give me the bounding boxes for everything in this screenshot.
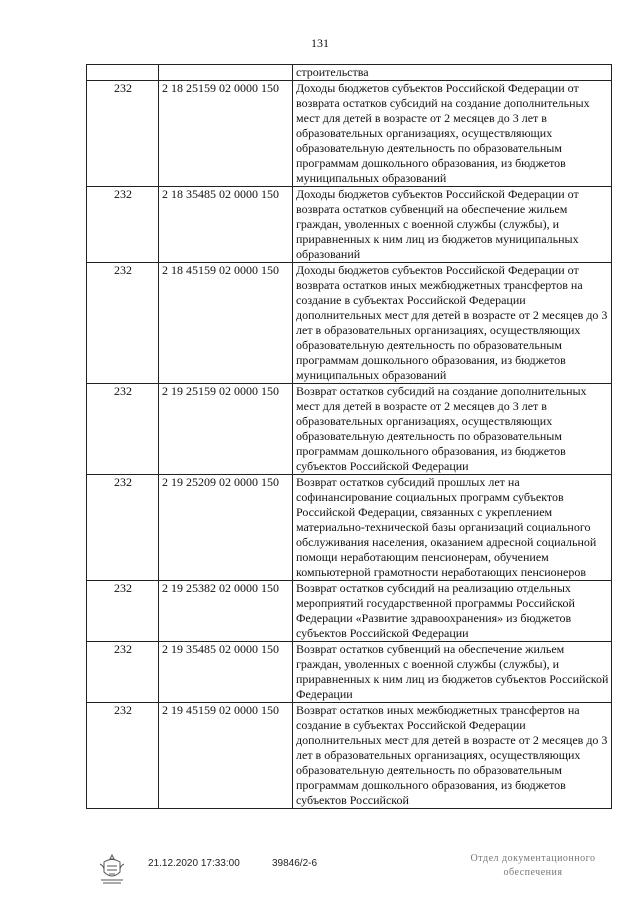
table-row [87,642,612,703]
state-emblem-icon [95,852,129,886]
description-cell: Возврат остатков субвенций на обеспечение жильем граждан, уволенных с военной службы (службы), и приравненных к ним лиц из бюджетов субъектов Российской Федерации [293,642,612,703]
description-cell: строительства [293,65,612,81]
table-row [87,581,612,642]
description-cell: Доходы бюджетов субъектов Российской Федерации от возврата остатков иных межбюджетных трансфертов на создание в субъектах Российской Федерации дополнительных мест для детей в возрасте от 2 месяцев до 3 лет в образовательных организациях, осуществляющих образовательную деятельность по образовательным программам дошкольного образования, из бюджетов муниципальных образований [293,263,612,384]
table-row [87,384,612,475]
admin-code-cell: 232 [87,81,159,187]
kbk-code-cell: 2 19 35485 02 0000 150 [159,642,293,703]
kbk-code-cell: 2 19 45159 02 0000 150 [159,703,293,809]
admin-code-cell: 232 [87,187,159,263]
department-stamp [448,852,618,880]
print-datetime: 21.12.2020 17:33:00 [148,858,240,869]
table-row [87,187,612,263]
admin-code-cell: 232 [87,642,159,703]
description-cell: Доходы бюджетов субъектов Российской Федерации от возврата остатков субвенций на обеспечение жильем граждан, уволенных с военной службы (службы), и приравненных к ним лиц из бюджетов муниципальных образований [293,187,612,263]
kbk-code-cell: 2 18 25159 02 0000 150 [159,81,293,187]
admin-code-cell: 232 [87,475,159,581]
kbk-code-cell: 2 19 25209 02 0000 150 [159,475,293,581]
kbk-code-cell: 2 19 25159 02 0000 150 [159,384,293,475]
description-cell: Доходы бюджетов субъектов Российской Федерации от возврата остатков субсидий на создание дополнительных мест для детей в возрасте от 2 месяцев до 3 лет в образовательных организациях, осуществляющих образовательную деятельность по образовательным программам дошкольного образования, из бюджетов муниципальных образований [293,81,612,187]
table-row [87,263,612,384]
admin-code-cell: 232 [87,384,159,475]
table-row-continuation [87,65,612,81]
page-number: 131 [311,36,329,50]
admin-code-cell [87,65,159,81]
kbk-code-cell: 2 18 35485 02 0000 150 [159,187,293,263]
admin-code-cell: 232 [87,263,159,384]
description-cell: Возврат остатков иных межбюджетных трансфертов на создание в субъектах Российской Федерации дополнительных мест для детей в возрасте от 2 месяцев до 3 лет в образовательных организациях, осуществляющих образовательную деятельность по образовательным программам дошкольного образования, из бюджетов субъектов Российской [293,703,612,809]
admin-code-cell: 232 [87,703,159,809]
page-footer [0,852,640,892]
department-stamp-line: обеспечения [503,867,563,878]
table-row [87,81,612,187]
revenue-codes-table [86,64,612,809]
description-cell: Возврат остатков субсидий прошлых лет на софинансирование социальных программ субъектов Российской Федерации, связанных с укреплением материально-технической базы организаций социального обслуживания населения, оказанием адресной социальной помощи неработающим пенсионерам, обучением компьютерной грамотности неработающих пенсионеров [293,475,612,581]
kbk-code-cell: 2 19 25382 02 0000 150 [159,581,293,642]
table-row [87,703,612,809]
document-id: 39846/2-6 [272,858,318,869]
admin-code-cell: 232 [87,581,159,642]
kbk-code-cell [159,65,293,81]
description-cell: Возврат остатков субсидий на создание дополнительных мест для детей в возрасте от 2 месяцев до 3 лет в образовательных организациях, осуществляющих образовательную деятельность по образовательным программам дошкольного образования, из бюджетов субъектов Российской Федерации [293,384,612,475]
kbk-code-cell: 2 18 45159 02 0000 150 [159,263,293,384]
department-stamp-line: Отдел документационного [470,853,596,864]
description-cell: Возврат остатков субсидий на реализацию отдельных мероприятий государственной программы Российской Федерации «Развитие здравоохранения» из бюджетов субъектов Российской Федерации [293,581,612,642]
table-row [87,475,612,581]
